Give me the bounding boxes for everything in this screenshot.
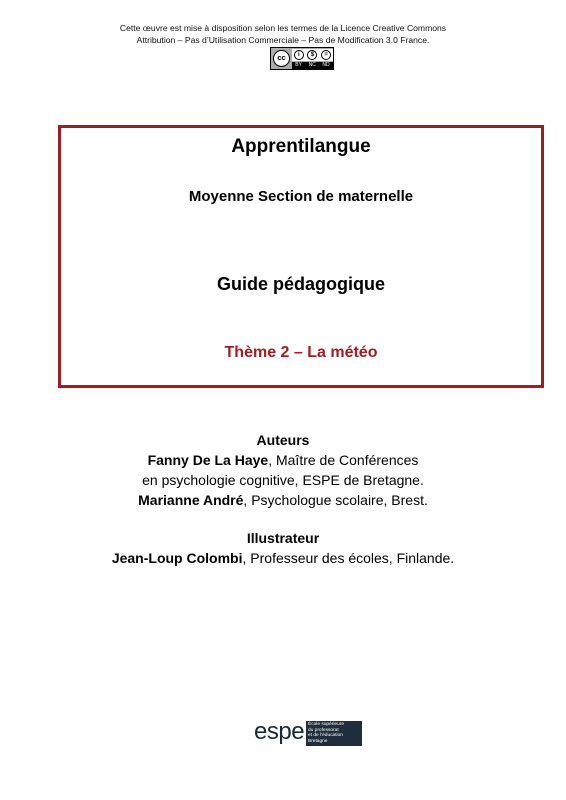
illustrator-name: Jean-Loup Colombi bbox=[111, 550, 243, 566]
espe-tagline-line-3: et de l’éducation bbox=[308, 733, 343, 739]
license-notice bbox=[0, 22, 566, 46]
author-1-role: , Maître de Conférences bbox=[268, 452, 419, 468]
noderivatives-icon: = bbox=[321, 50, 331, 60]
author-1-affiliation: en psychologie cognitive, ESPE de Bretagne. bbox=[142, 472, 424, 488]
espe-wordmark: espe bbox=[254, 718, 305, 745]
license-line-1: Cette œuvre est mise à disposition selon les termes de la Licence Creative Commons bbox=[119, 23, 447, 33]
license-line-2: Attribution – Pas d’Utilisation Commerciale – Pas de Modification 3.0 France. bbox=[136, 35, 430, 45]
illustrator-heading: Illustrateur bbox=[246, 530, 320, 546]
license-codes bbox=[292, 62, 333, 69]
code-nc: NC bbox=[308, 62, 316, 68]
espe-tagline bbox=[306, 721, 362, 746]
author-2-role: , Psychologue scolaire, Brest. bbox=[243, 492, 428, 508]
illustrator-role: , Professeur des écoles, Finlande. bbox=[242, 550, 455, 566]
license-icons bbox=[292, 49, 333, 61]
code-nd: ND bbox=[322, 62, 330, 68]
school-level: Moyenne Section de maternelle bbox=[188, 188, 414, 205]
espe-logo bbox=[254, 718, 364, 746]
attribution-icon: i bbox=[294, 50, 304, 60]
credits-spacer bbox=[0, 510, 566, 528]
illustrator-line bbox=[0, 548, 566, 568]
cc-logo-icon: cc bbox=[273, 50, 290, 67]
document-title: Apprentilangue bbox=[231, 136, 371, 157]
code-by: BY bbox=[295, 62, 302, 68]
credits bbox=[0, 430, 566, 568]
guide-title: Guide pédagogique bbox=[216, 274, 385, 294]
creative-commons-badge[interactable] bbox=[270, 47, 334, 70]
espe-tagline-line-2: du professorat bbox=[308, 727, 339, 733]
noncommercial-icon: $ bbox=[307, 50, 317, 60]
espe-tagline-line-1: École supérieure bbox=[308, 722, 344, 727]
title-box bbox=[58, 125, 544, 388]
author-2-name: Marianne André bbox=[138, 492, 244, 508]
theme-title: Thème 2 – La météo bbox=[224, 344, 378, 361]
author-2-line bbox=[0, 490, 566, 510]
author-1-name: Fanny De La Haye bbox=[147, 452, 269, 468]
authors-heading: Auteurs bbox=[256, 432, 310, 448]
author-1-line bbox=[0, 450, 566, 470]
espe-tagline-line-4: Bretagne bbox=[308, 738, 328, 744]
